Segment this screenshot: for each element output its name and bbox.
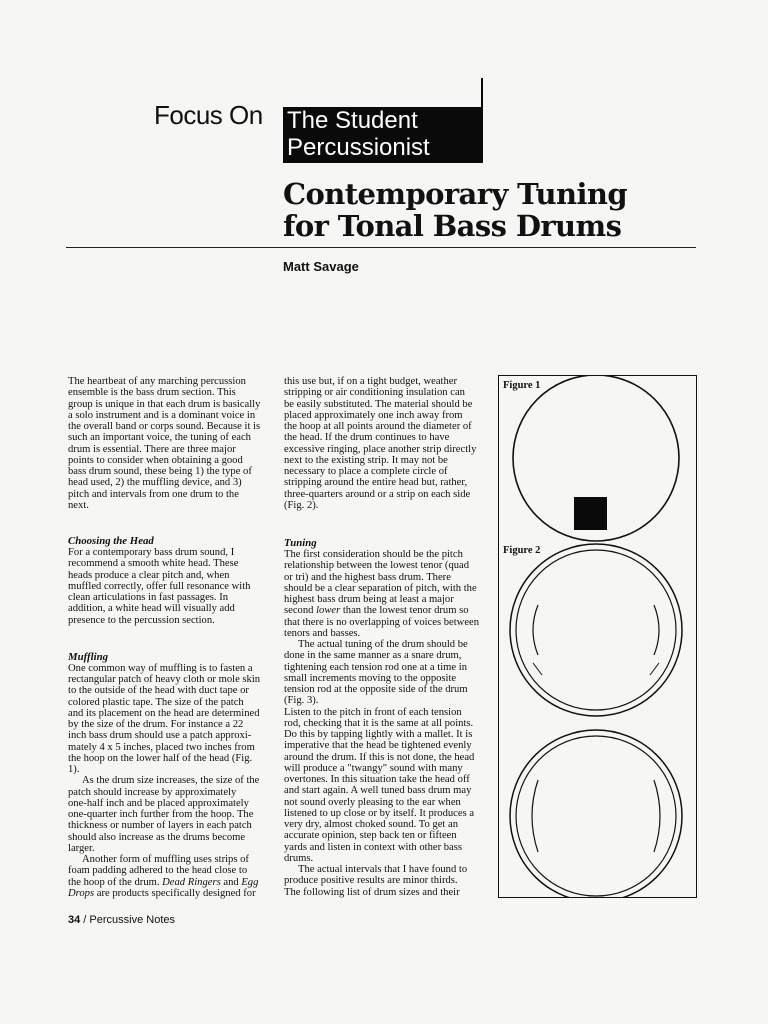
foam-strip-left-3: [532, 780, 538, 852]
article-author: Matt Savage: [283, 259, 359, 274]
series-divider: [481, 78, 483, 163]
page-footer: [68, 914, 175, 926]
tuning-p1-text-b: than the lowest tenor drum so that there is no overlapping of voices between tenors and basses.: [284, 605, 480, 639]
muffling-paragraph-1: One common way of muffling is to fasten a rectangular patch of heavy cloth or mole skin to the outside of the head with duct tape or colored plastic tape. The size of the patch and its placement on the head are determined by the size of the drum. For instance a 22 inch bass drum should use a patch approxi- mately 4 x 5 inches, placed two inches from the hoop on the lower half of the head (Fig. 1).: [68, 662, 261, 775]
tuning-p1-emphasis: lower: [316, 605, 341, 617]
publication-name: Percussive Notes: [89, 914, 176, 926]
muffling-p3-text-b: are products specifically designed for: [94, 887, 256, 899]
article-title: Contemporary Tuning for Tonal Bass Drums: [283, 177, 628, 243]
muffling-p3-text-a: Another form of muffling uses strips of foam padding adhered to the head close to the hoop of the drum.: [68, 854, 249, 888]
text-column-1: [68, 376, 273, 899]
muffling-continued-paragraph: this use but, if on a tight budget, weather stripping or air conditioning insulation can be easily substituted. The material should be placed approximately one inch away from the hoop at all points around the diameter of the head. If the drum continues to have excessive ringing, place another strip directly next to the existing strip. It may not be necessary to place a complete circle of stripping around the entire head but, rather, three-quarters around or a strip on each side (Fig. 2).: [284, 376, 477, 511]
section-heading-tuning: Tuning: [284, 537, 317, 549]
muffling-patch: [574, 497, 607, 530]
series-title-line2: Percussionist: [287, 134, 430, 161]
text-column-2: [284, 376, 489, 898]
tuning-paragraph-4: The actual intervals that I have found to produce positive results are minor thirds. The following list of drum sizes and their: [284, 864, 468, 898]
intro-paragraph: The heartbeat of any marching percussion ensemble is the bass drum section. This group is unique in that each drum is basically a solo instrument and is a dominant voice in the overall band or corps sound. Because it is such an important voice, the tuning of each drum is essential. There are three major points to consider when obtaining a good bass drum sound, these being 1) the type of head used, 2) the muffling device, and 3) pitch and intervals from one drum to the next.: [68, 376, 261, 511]
tuning-p1-text-a: The first consideration should be the pitch relationship between the lowest tenor (quad or tri) and the highest bass drum. There should be a clear separation of pitch, with the highest bass drum being at least a major second: [284, 549, 477, 617]
muffling-paragraph-2: As the drum size increases, the size of the patch should increase by approximately one-half inch and be placed approximately one-quarter inch further from the hoop. The thickness or number of layers in each patch should also increase as the drums become larger.: [68, 775, 260, 854]
foam-strip-left: [533, 605, 538, 655]
series-prefix: Focus On: [154, 100, 263, 130]
figures-illustration: [498, 375, 697, 898]
muffling-paragraph-3: [68, 854, 273, 899]
section-heading-muffling: Muffling: [68, 650, 109, 663]
foam-strip-right: [654, 605, 659, 655]
strip-mark-left: [533, 663, 542, 675]
tuning-paragraph-3: Listen to the pitch in front of each tension rod, checking that it is the same at all points. Do this by tapping lightly with a mallet. It is imperative that the head be tightened evenly around the drum. If this is not done, the head will produce a "twangy" sound with many overtones. In this situation take the head off and start again. A well tuned bass drum may not sound overly pleasing to the ear when listened to up close or by itself. It produces a very dry, almost choked sound. To get an accurate opinion, step back ten or fifteen yards and listen in context with other bass drums.: [284, 706, 475, 864]
product-name-dead-ringers: Dead Ringers: [162, 876, 221, 888]
product-name-egg-drops: Egg Drops: [68, 876, 259, 899]
foam-strip-right-3: [654, 780, 660, 852]
title-rule: [66, 247, 696, 248]
muffling-p3-and: and: [220, 876, 242, 888]
figure-1-label: Figure 1: [503, 380, 541, 391]
tuning-paragraph-1: [284, 549, 489, 639]
series-title-line1: The Student: [287, 107, 418, 134]
series-title-block: [283, 107, 483, 163]
head-paragraph: For a contemporary bass drum sound, I recommend a smooth white head. These heads produce a clear pitch and, when muffled correctly, offer full resonance with clean articulations in fast passages. In addition, a white head will visually add presence to the percussion section.: [68, 547, 251, 626]
figure-2-label: Figure 2: [503, 545, 541, 556]
tuning-paragraph-2: The actual tuning of the drum should be done in the same manner as a snare drum, tightening each tension rod one at a time in small increments moving to the opposite tension rod at the opposite side of the drum (Fig. 3).: [284, 639, 468, 707]
figure-1-drum-head: [513, 375, 679, 541]
figure-2-drum-head: [510, 544, 682, 716]
strip-mark-right: [650, 663, 659, 675]
page-number: 34: [68, 914, 81, 926]
footer-separator: /: [80, 914, 90, 926]
figure-3-drum-head: [510, 730, 682, 898]
section-heading-head: Choosing the Head: [68, 535, 154, 547]
